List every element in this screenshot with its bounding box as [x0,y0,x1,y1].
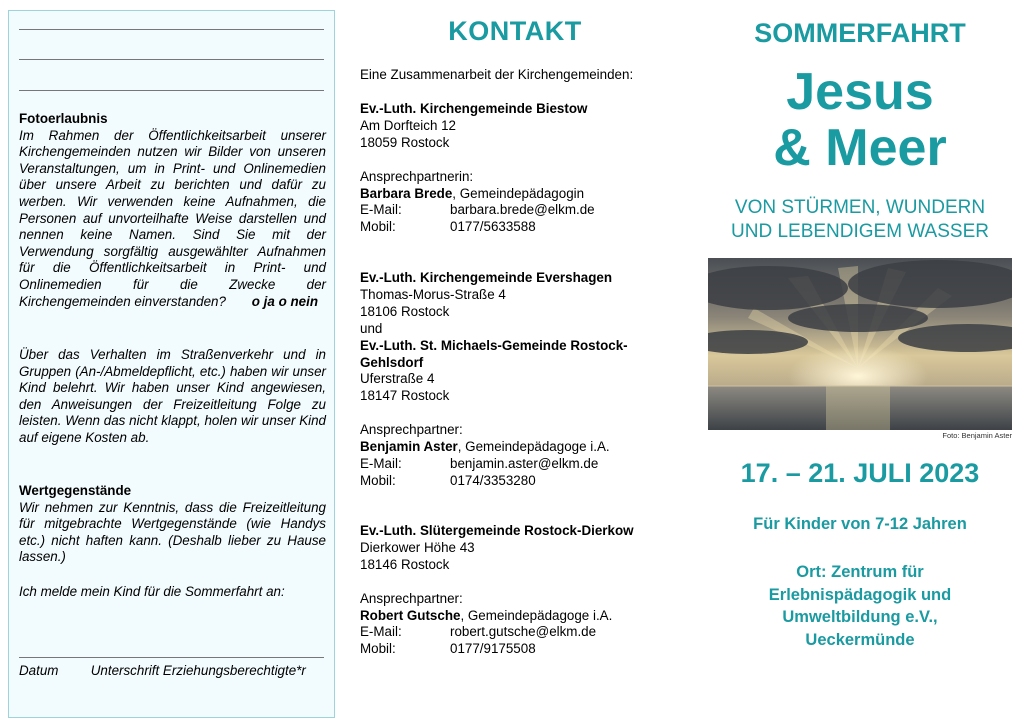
email-label: E-Mail: [360,202,402,218]
contact-role: , Gemeindepädagogin [452,185,585,201]
email-row [360,456,680,473]
form-line [19,90,324,91]
email-row [360,202,680,219]
event-age: Für Kinder von 7-12 Jahren [753,515,967,533]
mobile-number: 0177/9175508 [450,641,536,657]
cover-panel [700,0,1020,728]
signature-label: Unterschrift Erziehungsberechtigte*r [90,663,306,678]
email-link[interactable]: robert.gutsche@elkm.de [450,624,597,640]
valuables-heading: Wertgegenstände [19,483,132,498]
parish-city-2: 18147 Rostock [360,388,450,404]
title-line-2: & Meer [773,119,947,177]
date-label: Datum [19,663,59,678]
mobile-row [360,641,680,658]
contact-person-row [360,439,680,456]
parish-name: Ev.-Luth. Slütergemeinde Rostock-Dierkow [360,523,634,538]
parish-city: 18059 Rostock [360,134,450,150]
contact-label: Ansprechpartnerin: [360,168,474,184]
email-row [360,624,680,641]
contact-block-dierkow [360,523,680,658]
contact-person: Robert Gutsche [360,607,461,623]
mobile-label: Mobil: [360,641,396,657]
contact-person: Barbara Brede [360,185,453,201]
location-line-1: Ort: Zentrum für [796,563,924,581]
contact-role: , Gemeindepädagoge i.A. [457,439,610,455]
valuables-section [19,483,326,566]
contact-block-evershagen [360,270,680,490]
and-text: und [360,320,383,336]
email-link[interactable]: barbara.brede@elkm.de [450,202,595,218]
event-location [700,561,1020,651]
photo-credit: Foto: Benjamin Aster [942,431,1012,440]
signature-line [19,657,324,658]
parish-street: Am Dorfteich 12 [360,117,457,133]
subtitle-line-2: UND LEBENDIGEM WASSER [731,221,989,242]
parish-street: Thomas-Morus-Straße 4 [360,286,506,302]
mobile-number: 0174/3353280 [450,472,536,488]
event-title [700,64,1020,176]
contact-person-row [360,608,680,625]
mobile-label: Mobil: [360,219,396,235]
parish-street: Dierkower Höhe 43 [360,539,475,555]
title-line-1: Jesus [786,63,934,121]
parish-city: 18146 Rostock [360,556,450,572]
parish-name-2: Ev.-Luth. St. Michaels-Gemeinde Rostock-Gehlsdorf [360,337,628,370]
mobile-number: 0177/5633588 [450,219,536,235]
event-subtitle [700,196,1020,244]
parish-street-2: Uferstraße 4 [360,371,435,387]
signature-labels [19,663,306,678]
parish-name: Ev.-Luth. Kirchengemeinde Evershagen [360,270,613,285]
contact-role: , Gemeindepädagoge i.A. [460,607,613,623]
location-line-4: Ueckermünde [805,630,915,649]
contact-person-row [360,186,680,203]
photo-permission-heading: Fotoerlaubnis [19,111,108,126]
mobile-row [360,473,680,490]
location-line-2: Erlebnispädagogik und [768,585,952,604]
photo-permission-section [19,111,326,310]
event-kicker: SOMMERFAHRT [754,18,966,48]
photo-permission-text [19,128,326,311]
mobile-row [360,219,680,236]
mobile-label: Mobil: [360,472,396,488]
form-line [19,29,324,30]
contact-panel [360,0,680,728]
valuables-text: Wir nehmen zur Kenntnis, dass die Freizeitleitung für mitgebrachte Wertgegenstände (wie Handys etc.) nicht haften kann. (Deshalb lieber zu Hause lassen.) [19,499,326,565]
sea-sunset-photo [708,258,1012,430]
email-label: E-Mail: [360,455,402,471]
email-link[interactable]: benjamin.aster@elkm.de [450,455,599,471]
parish-city: 18106 Rostock [360,303,450,319]
email-label: E-Mail: [360,624,402,640]
contact-person: Benjamin Aster [360,439,458,455]
location-line-3: Umweltbildung e.V., [782,608,938,626]
photo-permission-checkboxes[interactable]: o ja o nein [251,293,318,309]
parish-name: Ev.-Luth. Kirchengemeinde Biestow [360,101,588,116]
contact-intro: Eine Zusammenarbeit der Kirchengemeinden: [360,67,634,82]
photo-permission-body: Im Rahmen der Öffentlichkeitsarbeit unserer Kirchengemeinden nutzen wir Bilder von unseren Veranstaltungen, um in Print- und Onlinemedien über unsere Arbeit zu berichten und dafür zu werben. Wir verwenden keine Aufnahmen, die Personen auf unvorteilhafte Weise darstellen und nennen keine Namen. Sind Sie mit der Verwendung sorgfältig ausgewählter Aufnahmen für die Öffentlichkeitsarbeit in Print- und Onlinemedien für die Zwecke der Kirchengemeinden einverstanden? [19,127,326,309]
registration-statement: Ich melde mein Kind für die Sommerfahrt an: [19,584,285,599]
form-line [19,59,324,60]
event-dates: 17. – 21. JULI 2023 [740,458,980,488]
contact-title: KONTAKT [448,16,582,46]
traffic-rules-text: Über das Verhalten im Straßenverkehr und in Gruppen (An-/Abmeldepflicht, etc.) haben wir unser Kind belehrt. Wir haben unser Kind angewiesen, den Anweisungen der Freizeitleitung Folge zu leisten. Wenn das nicht klappt, holen wir unser Kind auf eigene Kosten ab. [19,347,326,445]
contact-label: Ansprechpartner: [360,422,463,438]
contact-label: Ansprechpartner: [360,590,463,606]
registration-form-panel [8,10,335,718]
contact-block-biestow [360,101,680,236]
subtitle-line-1: VON STÜRMEN, WUNDERN [734,197,986,218]
